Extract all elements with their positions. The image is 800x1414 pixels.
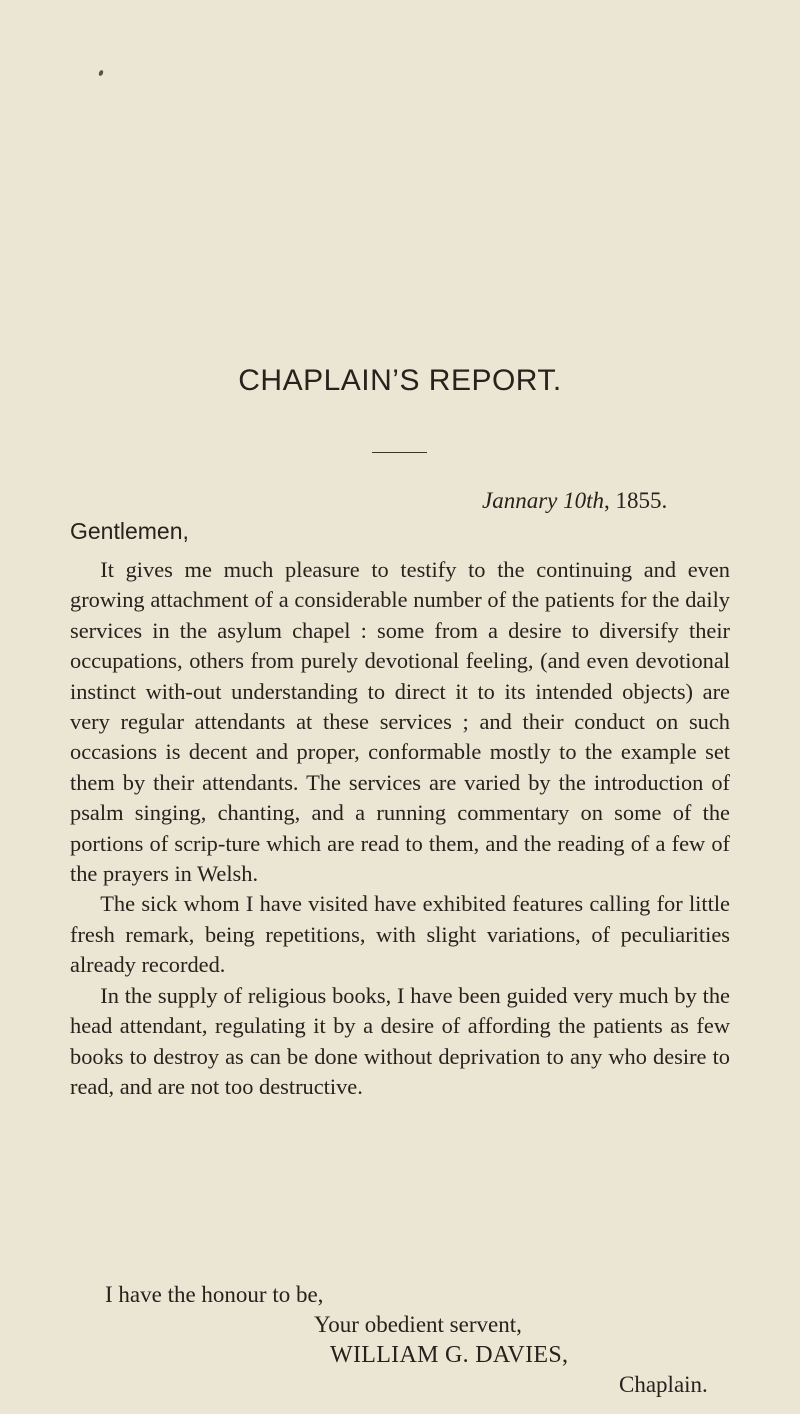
date-month: Jannary bbox=[482, 488, 564, 513]
title-divider bbox=[372, 452, 427, 453]
date-day: 10th bbox=[563, 488, 605, 513]
paragraph-chapel-services: It gives me much pleasure to testify to the continuing and even growing attachment of a considerable number of the patients for the daily services in the asylum chapel : some from a desire to diversify their occupations, others from purely devotional feeling, (and even devotional instinct with-out understanding to direct it to its intended objects) are very regular attendants at these services ; and their conduct on such occasions is decent and proper, conformable mostly to the example set them by their attendants. The services are varied by the introduction of psalm singing, chanting, and a running commentary on some of the portions of scrip-ture which are read to them, and the reading of a few of the prayers in Welsh. bbox=[70, 557, 730, 887]
date-year: , 1855. bbox=[604, 488, 668, 513]
closing-line-servant: Your obedient servent, bbox=[314, 1312, 522, 1337]
ink-speck bbox=[98, 69, 104, 76]
page-title: CHAPLAIN’S REPORT. bbox=[238, 364, 562, 397]
report-date bbox=[482, 488, 667, 514]
salutation: Gentlemen, bbox=[70, 518, 189, 544]
paragraph-sick-visits: The sick whom I have visited have exhibited features calling for little fresh remark, being repetitions, with slight variations, of peculiarities already recorded. bbox=[70, 891, 730, 978]
signatory-role: Chaplain. bbox=[619, 1372, 708, 1397]
closing-line-honour: I have the honour to be, bbox=[105, 1282, 324, 1307]
paragraph-religious-books: In the supply of religious books, I have been guided very much by the head attendant, regulating it by a desire of affording the patients as few books to destroy as can be done without deprivation to any who desire to read, and are not too destructive. bbox=[70, 982, 730, 1099]
signatory-name: WILLIAM G. DAVIES, bbox=[330, 1342, 569, 1368]
report-body bbox=[70, 555, 730, 1102]
